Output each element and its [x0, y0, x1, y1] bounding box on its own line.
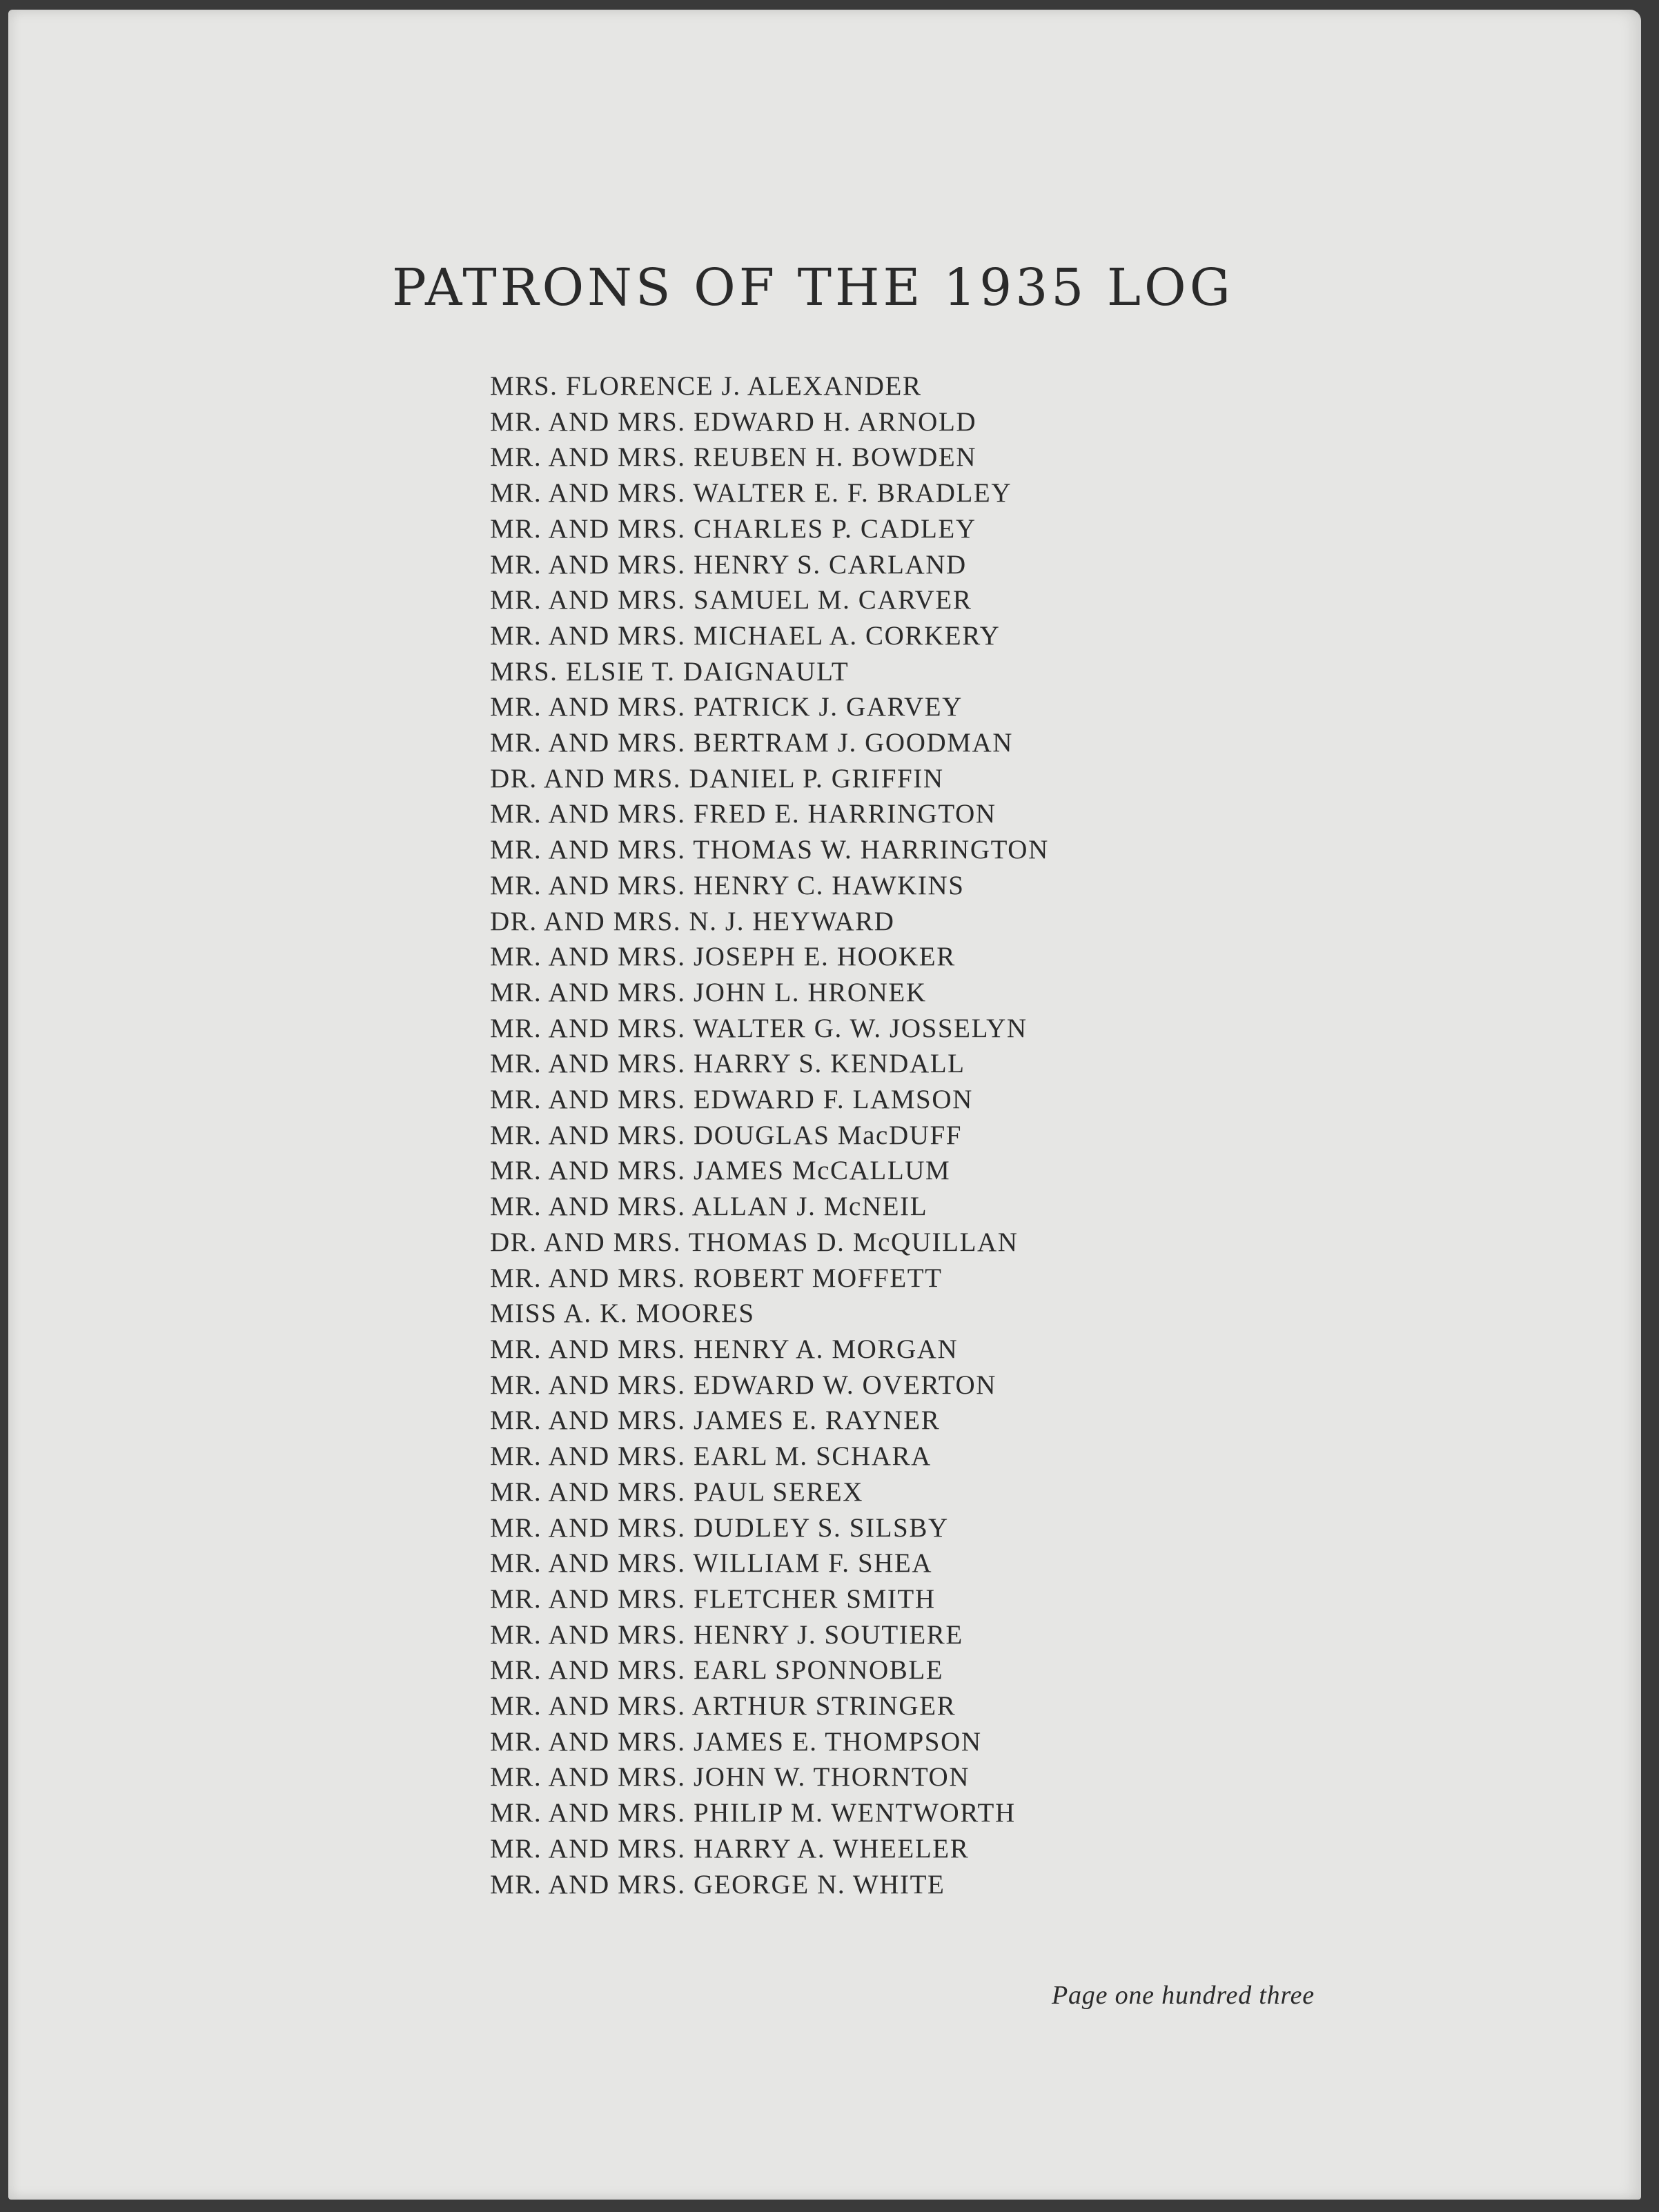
patron-entry: MR. AND MRS. JAMES McCALLUM	[490, 1156, 951, 1186]
patron-entry: MR. AND MRS. PATRICK J. GARVEY	[490, 692, 963, 722]
patron-entry: MR. AND MRS. REUBEN H. BOWDEN	[490, 442, 977, 473]
patron-entry: MR. AND MRS. MICHAEL A. CORKERY	[490, 620, 1001, 651]
patron-entry: MR. AND MRS. GEORGE N. WHITE	[490, 1869, 945, 1899]
patron-entry: MR. AND MRS. EDWARD F. LAMSON	[490, 1085, 973, 1115]
patron-entry: MR. AND MRS. JOSEPH E. HOOKER	[490, 942, 956, 972]
patron-entry: MR. AND MRS. EARL M. SCHARA	[490, 1441, 932, 1472]
patron-entry: MR. AND MRS. THOMAS W. HARRINGTON	[490, 835, 1049, 865]
patron-entry: MR. AND MRS. JAMES E. RAYNER	[490, 1405, 941, 1436]
patron-entry: MR. AND MRS. DUDLEY S. SILSBY	[490, 1512, 949, 1543]
patron-entry: MRS. FLORENCE J. ALEXANDER	[490, 371, 922, 401]
patron-entry: MR. AND MRS. EDWARD H. ARNOLD	[490, 406, 977, 437]
patron-entry: MR. AND MRS. FRED E. HARRINGTON	[490, 799, 997, 829]
patron-entry: MR. AND MRS. JOHN L. HRONEK	[490, 977, 927, 1007]
patron-entry: MRS. ELSIE T. DAIGNAULT	[490, 656, 850, 687]
patron-entry: MR. AND MRS. WILLIAM F. SHEA	[490, 1548, 933, 1579]
patron-entry: MR. AND MRS. EARL SPONNOBLE	[490, 1655, 944, 1686]
patron-entry: MR. AND MRS. HENRY J. SOUTIERE	[490, 1619, 963, 1650]
patron-entry: MISS A. K. MOORES	[490, 1298, 755, 1329]
patron-entry: MR. AND MRS. EDWARD W. OVERTON	[490, 1370, 997, 1400]
page-number: Page one hundred three	[1052, 1981, 1315, 2010]
patron-entry: MR. AND MRS. HARRY A. WHEELER	[490, 1833, 970, 1864]
patron-entry: MR. AND MRS. HENRY C. HAWKINS	[490, 870, 965, 900]
yearbook-page	[8, 10, 1641, 2200]
patron-entry: MR. AND MRS. JOHN W. THORNTON	[490, 1762, 970, 1793]
patron-entry: MR. AND MRS. CHARLES P. CADLEY	[490, 513, 976, 544]
patron-entry: MR. AND MRS. ARTHUR STRINGER	[490, 1691, 956, 1721]
patron-entry: MR. AND MRS. HARRY S. KENDALL	[490, 1049, 965, 1079]
patron-entry: MR. AND MRS. DOUGLAS MacDUFF	[490, 1120, 963, 1150]
patron-entry: DR. AND MRS. THOMAS D. McQUILLAN	[490, 1227, 1019, 1257]
patron-entry: MR. AND MRS. PHILIP M. WENTWORTH	[490, 1798, 1016, 1828]
patron-entry: MR. AND MRS. HENRY S. CARLAND	[490, 549, 967, 580]
patron-entry: MR. AND MRS. WALTER G. W. JOSSELYN	[490, 1013, 1028, 1043]
patron-entry: DR. AND MRS. N. J. HEYWARD	[490, 906, 895, 936]
patron-entry: MR. AND MRS. HENRY A. MORGAN	[490, 1334, 959, 1364]
patron-entry: DR. AND MRS. DANIEL P. GRIFFIN	[490, 763, 944, 793]
patron-list	[490, 368, 1049, 1902]
patron-entry: MR. AND MRS. PAUL SEREX	[490, 1477, 864, 1507]
patron-entry: MR. AND MRS. BERTRAM J. GOODMAN	[490, 728, 1014, 758]
patron-entry: MR. AND MRS. SAMUEL M. CARVER	[490, 585, 972, 615]
page-title: PATRONS OF THE 1935 LOG	[392, 258, 1234, 317]
patron-entry: MR. AND MRS. WALTER E. F. BRADLEY	[490, 478, 1012, 508]
patron-entry: MR. AND MRS. ROBERT MOFFETT	[490, 1263, 943, 1293]
patron-entry: MR. AND MRS. FLETCHER SMITH	[490, 1583, 936, 1614]
patron-entry: MR. AND MRS. JAMES E. THOMPSON	[490, 1726, 982, 1757]
patron-entry: MR. AND MRS. ALLAN J. McNEIL	[490, 1192, 928, 1222]
